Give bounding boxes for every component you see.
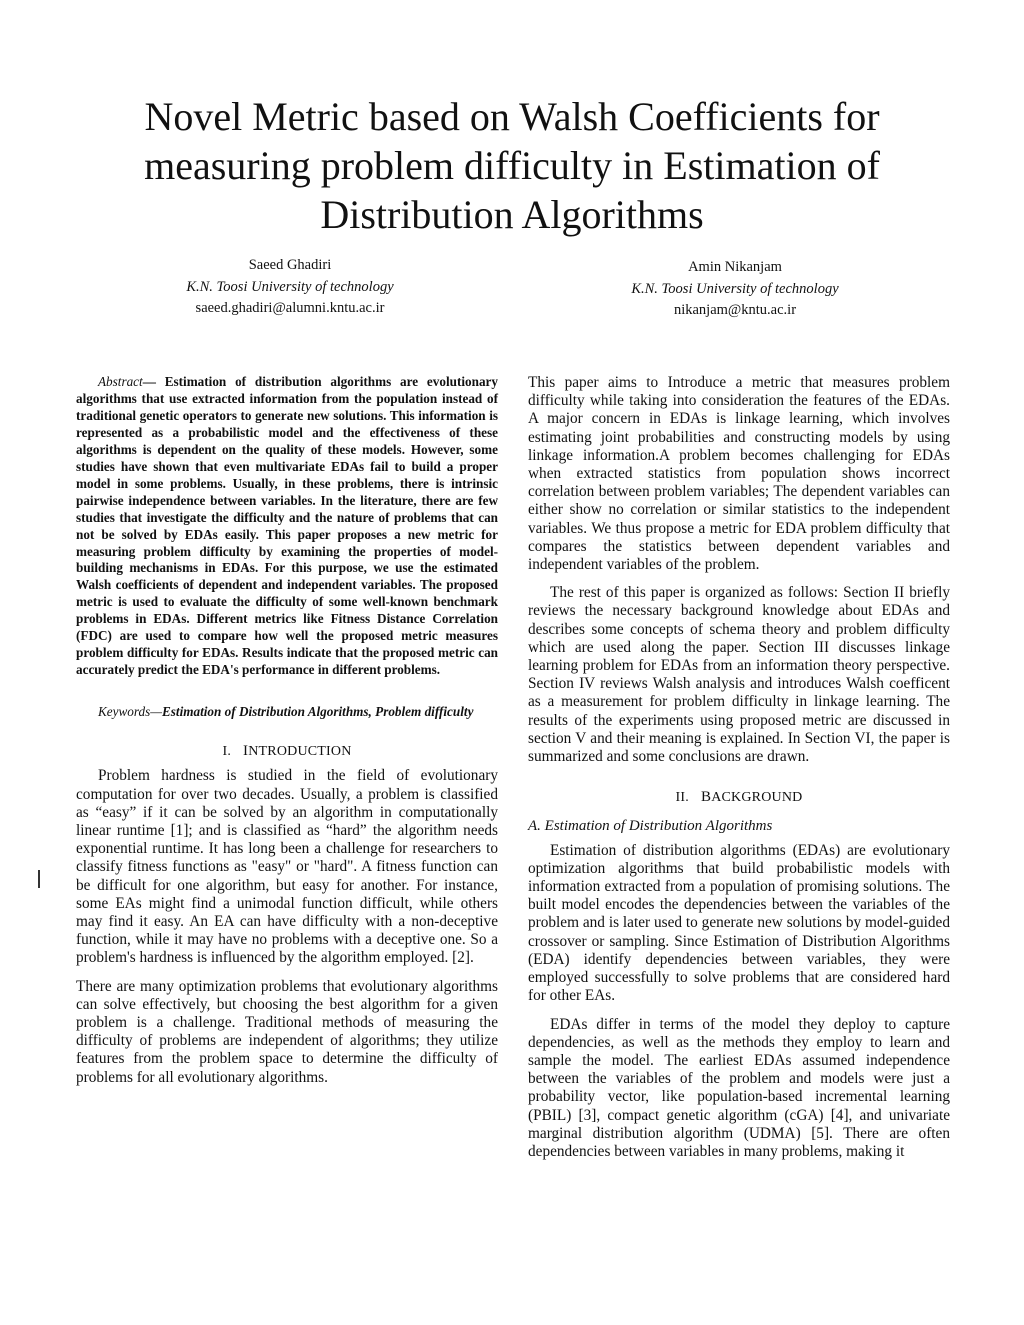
right-column (528, 374, 950, 1171)
section-title-rest: ACKGROUND (711, 790, 803, 806)
section-heading-introduction (76, 742, 498, 761)
abstract-label: Abstract (98, 374, 143, 389)
subsection-heading: A. Estimation of Distribution Algorithms (528, 818, 773, 835)
section-initial: B (700, 789, 712, 806)
author-block (555, 257, 915, 322)
author-affiliation: K.N. Toosi University of technology (631, 280, 839, 297)
author-email: saeed.ghadiri@alumni.kntu.ac.ir (195, 300, 385, 316)
section-heading-background (528, 788, 950, 807)
keywords-label: Keywords— (98, 704, 162, 720)
paragraph: The rest of this paper is organized as follows: Section II briefly reviews the necessary background knowledge about EDAs and describes some concepts of schema theory and problem difficulty which are used along the paper. Section III discusses linkage learning problem for EDAs from an information theory perspective. Section IV reviews Walsh analysis and introduces Walsh coefficent as a measurement for problem difficulty in linkage learning. The results of the experiments using proposed metric are discussed in section V and their meaning is explained. In Section VI, the paper is summarized and some conclusions are drawn. (528, 584, 950, 766)
paragraph: Problem hardness is studied in the field of evolutionary computation for over two decades. Usually, a problem is classified as “easy” if it can be solved by an algorithm in computationally linear runtime [1]; and is classified as “hard” the algorithm needs exponential runtime. It has long been a challenge for researchers to classify fitness functions as "easy" or "hard". A fitness function can be difficult for one algorithm, but easy for another. For instance, some EAs might find a unimodal function difficult, while others may find it easy. An EA can have difficulty with a non-deceptive function, while it may have no problems with a deceptive one. So a problem's hardness is influenced by the algorithm employed. [2]. (76, 767, 498, 967)
author-affiliation: K.N. Toosi University of technology (186, 278, 394, 295)
paragraph: There are many optimization problems that evolutionary algorithms can solve effectively, but choosing the best algorithm for a given problem is a challenge. Traditional methods of measuring the difficulty of problems are independent of algorithms; they utilize features from the problem space to determine the difficulty of problems for all evolutionary algorithms. (76, 977, 498, 1086)
author-name: Saeed Ghadiri (248, 257, 332, 273)
keywords-body: Estimation of Distribution Algorithms, Problem difficulty (162, 704, 474, 720)
abstract (76, 374, 498, 679)
paragraph: EDAs differ in terms of the model they deploy to capture dependencies, as well as the methods they employ to learn and sample the model. The earliest EDAs assumed independence between the variables of the problem and models were just a probability vector, like population-based incremental learning (PBIL) [3], compact genetic algorithm (cGA) [4], and univariate marginal distribution algorithm (UDMA) [5]. There are often dependencies between variables in many problems, making it (528, 1015, 950, 1160)
left-column (76, 374, 498, 1097)
section-number: I. (222, 744, 232, 760)
abstract-body: Estimation of distribution algorithms are evolutionary algorithms that use extracted information from the population instead of traditional genetic operators to generate new solutions. This information is represented as a probabilistic model and the effectiveness of these algorithms is dependent on the quality of these models. However, some studies have shown that even multivariate EDAs fail to build a proper model in some problems. Usually, in these problems, there is intrinsic pairwise independence between variables. In the literature, there are few studies that investigate the difficulty and the nature of problems that can not be solved by EDAs easily. This paper proposes a new metric for measuring problem difficulty by examining the properties of model-building mechanisms in EDAs. For this purpose, we use the estimated Walsh coefficients of dependent and independent variables. The proposed metric is used to evaluate the difficulty of some well-known benchmark problems in EDAs. Different metrics like Fitness Distance Correlation (FDC) are used to compare how well the proposed metric measures problem difficulty for EDAs. Results indicate that the proposed metric can accurately predict the EDA's performance in different problems. (76, 374, 498, 678)
abstract-dash: — (142, 374, 156, 389)
section-title-rest: NTRODUCTION (248, 744, 352, 760)
paper-title: Novel Metric based on Walsh Coefficients for measuring problem difficulty in Estimation of Distribution Algorithms (144, 94, 880, 237)
keywords (76, 703, 498, 720)
author-email: nikanjam@kntu.ac.ir (673, 302, 797, 318)
section-number: II. (675, 790, 689, 806)
paragraph: Estimation of distribution algorithms (EDAs) are evolutionary optimization algorithms that build probabilistic models with information extracted from a population of promising solutions. The built model encodes the dependencies between the variables of the problem and is later used to generate new solutions by model-guided crossover or sampling. Since Estimation of Distribution Algorithms (EDA) identify dependencies between variables, they were employed successfully to solve problems that are considered hard for other EAs. (528, 841, 950, 1005)
paragraph: This paper aims to Introduce a metric that measures problem difficulty while taking into consideration the features of the EDAs. A major concern in EDAs is linkage learning, which involves estimating joint probabilities and constructing models by using linkage information.A problem becomes challenging for EDAs when extracted statistics from population shows incorrect correlation between problem variables; The dependent variables can either show no correlation or similar statistics to the independent variables. We thus propose a metric for EDA problem difficulty that compares the statistics between dependent variables and independent variables of the problem. (528, 374, 950, 574)
margin-change-bar (38, 870, 40, 888)
author-block (110, 255, 470, 320)
author-name: Amin Nikanjam (688, 259, 782, 275)
section-initial: I (243, 743, 249, 760)
